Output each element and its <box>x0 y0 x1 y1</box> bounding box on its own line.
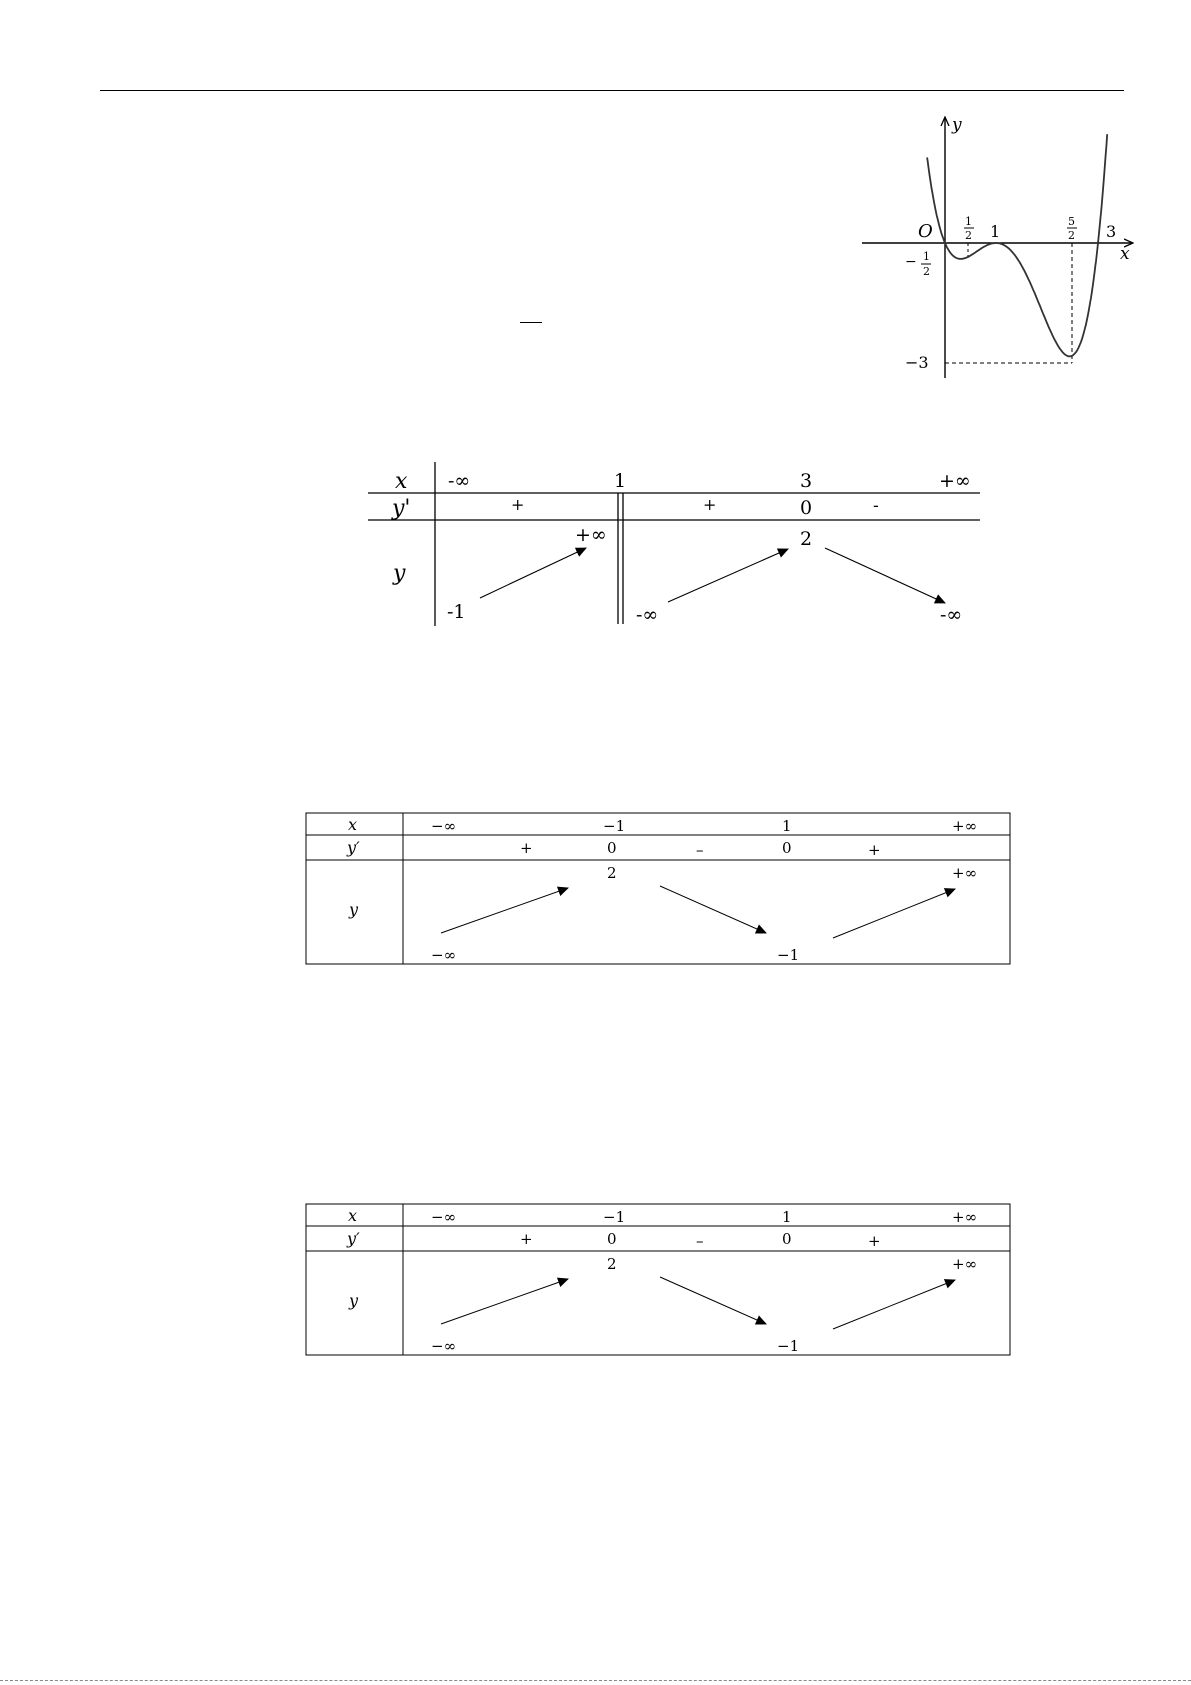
row-label-yprime: y' <box>392 496 411 521</box>
row-label-y: y <box>393 561 406 586</box>
sign: + <box>520 1230 533 1248</box>
y-value: 2 <box>607 1255 617 1273</box>
increase-arrow <box>480 548 586 598</box>
sign: + <box>868 841 881 859</box>
row-label-x: x <box>348 815 358 834</box>
row-label-y: y <box>349 1291 359 1310</box>
svg-text:1: 1 <box>965 215 972 228</box>
y-value: -1 <box>447 601 466 623</box>
sign: + <box>511 495 525 514</box>
x-value: -∞ <box>448 470 471 492</box>
y-value: +∞ <box>575 524 607 546</box>
x-tick-5half <box>1067 215 1077 242</box>
x-value: +∞ <box>939 470 971 492</box>
x-tick-3: 3 <box>1106 222 1117 241</box>
x-value: +∞ <box>952 817 978 835</box>
x-tick-1: 1 <box>990 222 1001 241</box>
y-tick-minus-3: −3 <box>905 353 929 372</box>
sign: 0 <box>800 497 813 519</box>
variation-table-3 <box>300 1196 1020 1366</box>
row-label-x: x <box>348 1206 358 1225</box>
sign: 0 <box>782 839 792 857</box>
x-value: −1 <box>603 1208 626 1226</box>
sign: 0 <box>782 1230 792 1248</box>
y-value: -∞ <box>940 604 963 626</box>
sign: - <box>873 496 879 516</box>
x-value: −∞ <box>431 1208 457 1226</box>
x-value: −1 <box>603 817 626 835</box>
sign: + <box>703 495 717 514</box>
x-value: 3 <box>800 470 813 492</box>
sign: + <box>868 1232 881 1250</box>
x-value: 1 <box>614 470 627 492</box>
svg-text:−: − <box>905 254 917 270</box>
decrease-arrow <box>660 1277 766 1324</box>
y-value: −1 <box>777 1337 800 1355</box>
x-tick-half <box>964 215 974 242</box>
sign: 0 <box>607 1230 617 1248</box>
y-value: −1 <box>777 946 800 964</box>
y-value: −∞ <box>431 1337 457 1355</box>
x-axis-label: x <box>1120 244 1130 264</box>
sign: – <box>696 841 704 859</box>
x-value: −∞ <box>431 817 457 835</box>
svg-text:2: 2 <box>965 229 972 242</box>
fraction-bar-fragment <box>520 322 542 323</box>
y-value: -∞ <box>636 604 659 626</box>
sign: + <box>520 839 533 857</box>
footer-rule <box>0 1680 1191 1681</box>
y-tick-minus-half <box>905 250 931 278</box>
y-value: +∞ <box>952 1255 978 1273</box>
y-value: +∞ <box>952 864 978 882</box>
variation-table-2 <box>300 805 1020 975</box>
header-rule <box>100 90 1124 91</box>
increase-arrow <box>441 888 568 933</box>
row-label-x: x <box>395 469 408 494</box>
y-value: −∞ <box>431 946 457 964</box>
sign: – <box>696 1232 704 1250</box>
svg-text:1: 1 <box>923 250 930 263</box>
increase-arrow <box>668 549 788 602</box>
decrease-arrow <box>825 548 945 603</box>
y-axis-label: y <box>952 115 962 135</box>
sign: 0 <box>607 839 617 857</box>
y-value: 2 <box>607 864 617 882</box>
x-value: 1 <box>782 1208 792 1226</box>
row-label-yprime: y′ <box>347 1229 360 1248</box>
increase-arrow <box>441 1279 568 1324</box>
increase-arrow <box>833 889 955 938</box>
svg-text:5: 5 <box>1068 215 1075 228</box>
row-label-yprime: y′ <box>347 838 360 857</box>
row-label-y: y <box>349 900 359 919</box>
decrease-arrow <box>660 886 766 933</box>
svg-text:2: 2 <box>1068 229 1075 242</box>
x-value: +∞ <box>952 1208 978 1226</box>
y-value: 2 <box>800 528 813 550</box>
function-curve <box>927 134 1107 356</box>
increase-arrow <box>833 1280 955 1329</box>
svg-text:2: 2 <box>923 265 930 278</box>
function-graph <box>855 110 1135 390</box>
origin-label: O <box>918 221 933 242</box>
variation-table-1 <box>360 460 990 630</box>
x-value: 1 <box>782 817 792 835</box>
